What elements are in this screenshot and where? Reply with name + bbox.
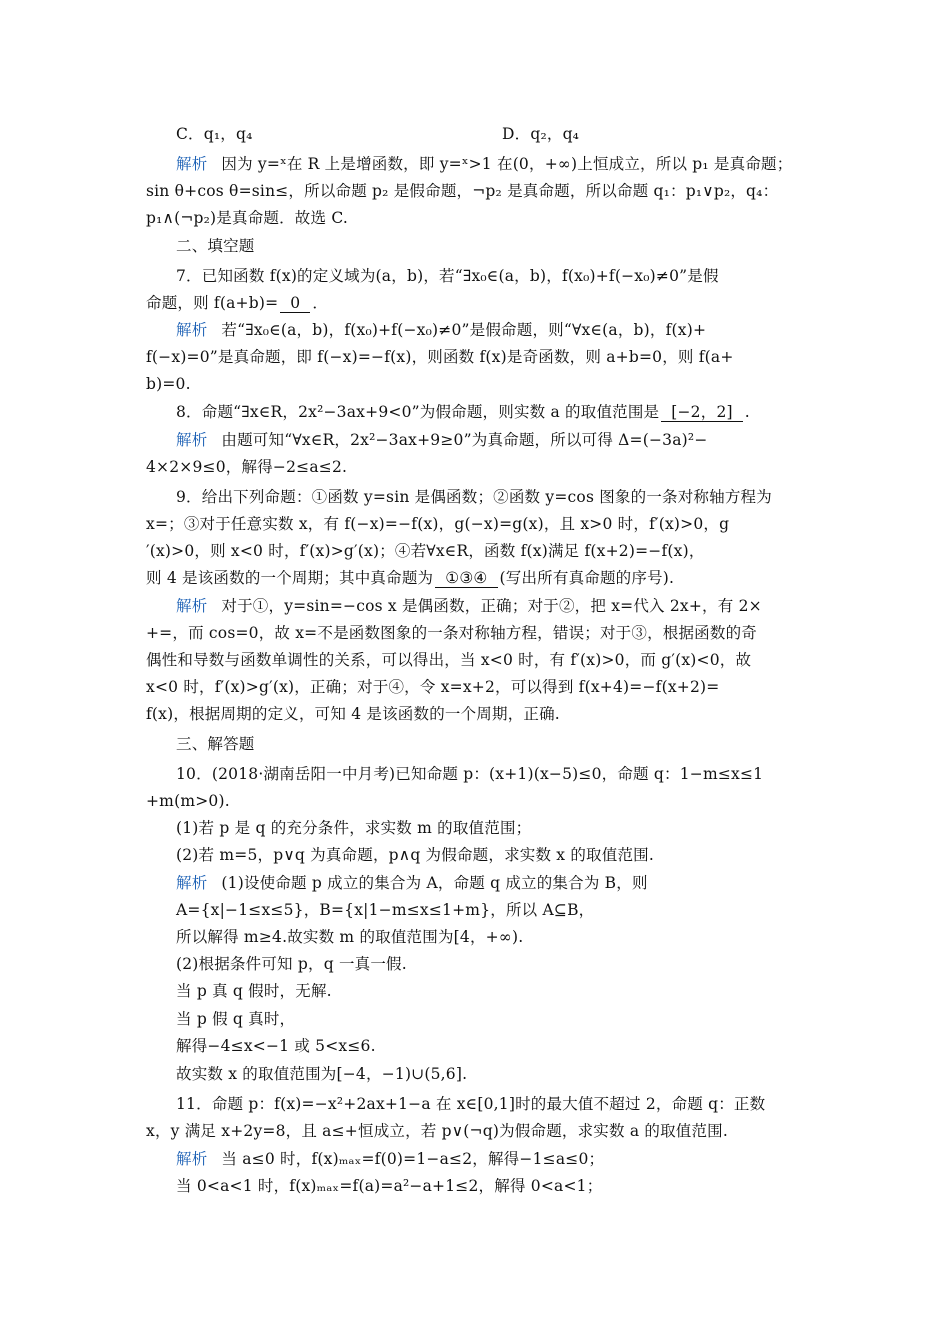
line-text: p₁∧(¬p₂)是真命题．故选 C. xyxy=(146,209,348,227)
text-line xyxy=(176,596,846,616)
text-line xyxy=(176,402,846,422)
analysis-label: 解析 xyxy=(176,155,208,173)
analysis-label: 解析 xyxy=(176,431,208,449)
text-line xyxy=(146,181,816,201)
answer-blank: 0 xyxy=(280,294,310,313)
text-line xyxy=(176,845,846,865)
text-line xyxy=(176,873,846,893)
analysis-label: 解析 xyxy=(176,321,208,339)
text-line xyxy=(146,791,816,811)
text-line xyxy=(176,266,846,286)
text-line xyxy=(146,347,816,367)
text-line xyxy=(146,623,816,643)
question-text: 8．命题“∃x∈R，2x²−3ax+9<0”为假命题，则实数 a 的取值范围是 xyxy=(176,403,660,421)
option-c: C．q₁，q₄ xyxy=(176,125,253,143)
line-text: 解得−4≤x<−1 或 5<x≤6. xyxy=(176,1037,376,1055)
text-line xyxy=(176,487,846,507)
line-text: 所以解得 m≥4.故实数 m 的取值范围为[4，+∞). xyxy=(176,928,524,946)
line-text: (1)若 p 是 q 的充分条件，求实数 m 的取值范围； xyxy=(176,819,532,837)
text-line xyxy=(146,704,816,724)
text-line xyxy=(176,1176,846,1196)
line-text: 9．给出下列命题：①函数 y=sin 是偶函数；②函数 y=cos 图象的一条对称轴方程为 xyxy=(176,488,772,506)
text-line xyxy=(176,734,846,754)
text-line xyxy=(176,927,846,947)
option-d: D．q₂，q₄ xyxy=(502,125,580,143)
line-text: b)=0. xyxy=(146,375,191,393)
question-text: 命题，则 f(a+b)= xyxy=(146,294,279,312)
question-text: (写出所有真命题的序号). xyxy=(499,569,675,587)
line-text: 三、解答题 xyxy=(176,735,255,753)
line-text: 7．已知函数 f(x)的定义域为(a，b)，若“∃x₀∈(a，b)，f(x₀)+f(−x₀)≠0”是假 xyxy=(176,267,719,285)
text-line xyxy=(146,208,816,228)
line-text: 当 a≤0 时，f(x)ₘₐₓ=f(0)=1−a≤2，解得−1≤a≤0； xyxy=(221,1150,605,1168)
answer-blank: [−2，2] xyxy=(661,403,743,422)
line-text: 对于①，y=sin=−cos x 是偶函数，正确；对于②，把 x=代入 2x+，有 2× xyxy=(221,597,762,615)
line-text: 当 p 假 q 真时， xyxy=(176,1010,296,1028)
line-text: 10．(2018·湖南岳阳一中月考)已知命题 p：(x+1)(x−5)≤0，命题 q：1−m≤x≤1 xyxy=(176,765,764,783)
line-text: (2)若 m=5，p∨q 为真命题，p∧q 为假命题，求实数 x 的取值范围. xyxy=(176,846,654,864)
line-text: 11．命题 p：f(x)=−x²+2ax+1−a 在 x∈[0,1]时的最大值不超过 2，命题 q：正数 xyxy=(176,1095,766,1113)
line-text: 偶性和导数与函数单调性的关系，可以得出，当 x<0 时，有 f′(x)>0，而 g′(x)<0，故 xyxy=(146,651,752,669)
text-line xyxy=(176,236,846,256)
line-text: +=，而 cos=0，故 x=不是函数图象的一条对称轴方程，错误；对于③，根据函数的奇 xyxy=(146,624,757,642)
text-line xyxy=(176,1009,846,1029)
line-text: f(x)，根据周期的定义，可知 4 是该函数的一个周期，正确. xyxy=(146,705,560,723)
line-text: x<0 时，f′(x)>g′(x)，正确；对于④，令 x=x+2，可以得到 f(x+4)=−f(x+2)= xyxy=(146,678,720,696)
line-text: x=；③对于任意实数 x，有 f(−x)=−f(x)，g(−x)=g(x)，且 x>0 时，f′(x)>0，g xyxy=(146,515,730,533)
analysis-label: 解析 xyxy=(176,1150,208,1168)
text-line xyxy=(176,430,846,450)
line-text: (1)设使命题 p 成立的集合为 A，命题 q 成立的集合为 B，则 xyxy=(221,874,648,892)
line-text: 4×2×9≤0，解得−2≤a≤2. xyxy=(146,458,348,476)
text-line xyxy=(176,1094,846,1114)
line-text: 二、填空题 xyxy=(176,237,255,255)
line-text: +m(m>0). xyxy=(146,792,230,810)
text-line xyxy=(176,981,846,1001)
line-text: 故实数 x 的取值范围为[−4，−1)∪(5,6]. xyxy=(176,1065,468,1083)
text-line xyxy=(176,900,846,920)
line-text: ′(x)>0，则 x<0 时，f′(x)>g′(x)；④若∀x∈R，函数 f(x)满足 f(x+2)=−f(x)， xyxy=(146,542,705,560)
text-line xyxy=(146,293,816,313)
line-text: 当 0<a<1 时，f(x)ₘₐₓ=f(a)=a²−a+1≤2，解得 0<a<1； xyxy=(176,1177,603,1195)
text-line xyxy=(176,954,846,974)
analysis-label: 解析 xyxy=(176,597,208,615)
text-line xyxy=(176,154,846,174)
question-text: . xyxy=(744,403,750,421)
text-line xyxy=(176,1064,846,1084)
text-line xyxy=(146,374,816,394)
text-line xyxy=(176,818,846,838)
text-line xyxy=(146,568,816,588)
analysis-label: 解析 xyxy=(176,874,208,892)
line-text: 若“∃x₀∈(a，b)，f(x₀)+f(−x₀)≠0”是假命题，则“∀x∈(a，b)，f(x)+ xyxy=(221,321,707,339)
answer-blank: ①③④ xyxy=(435,569,497,588)
line-text: sin θ+cos θ=sin≤，所以命题 p₂ 是假命题，¬p₂ 是真命题，所以命题 q₁：p₁∨p₂，q₄： xyxy=(146,182,779,200)
text-line xyxy=(146,677,816,697)
line-text: A={x|−1≤x≤5}，B={x|1−m≤x≤1+m}，所以 A⊆B， xyxy=(176,901,595,919)
text-line xyxy=(176,1036,846,1056)
text-line xyxy=(146,1121,816,1141)
option-c-line xyxy=(176,124,846,144)
line-text: x，y 满足 x+2y=8，且 a≤+恒成立，若 p∨(¬q)为假命题，求实数 a 的取值范围. xyxy=(146,1122,729,1140)
line-text: f(−x)=0”是真命题，即 f(−x)=−f(x)，则函数 f(x)是奇函数，则 a+b=0，则 f(a+ xyxy=(146,348,734,366)
text-line xyxy=(176,320,846,340)
line-text: 由题可知“∀x∈R，2x²−3ax+9≥0”为真命题，所以可得 Δ=(−3a)²− xyxy=(221,431,708,449)
text-line xyxy=(146,541,816,561)
text-line xyxy=(146,650,816,670)
text-line xyxy=(146,514,816,534)
text-line xyxy=(176,1149,846,1169)
line-text: (2)根据条件可知 p，q 一真一假. xyxy=(176,955,407,973)
text-line xyxy=(146,457,816,477)
question-text: ． xyxy=(312,294,329,312)
line-text: 当 p 真 q 假时，无解. xyxy=(176,982,332,1000)
text-line xyxy=(176,764,846,784)
line-text: 因为 y=ˣ在 R 上是增函数，即 y=ˣ>1 在(0，+∞)上恒成立，所以 p₁ 是真命题； xyxy=(221,155,793,173)
question-text: 则 4 是该函数的一个周期；其中真命题为 xyxy=(146,569,434,587)
